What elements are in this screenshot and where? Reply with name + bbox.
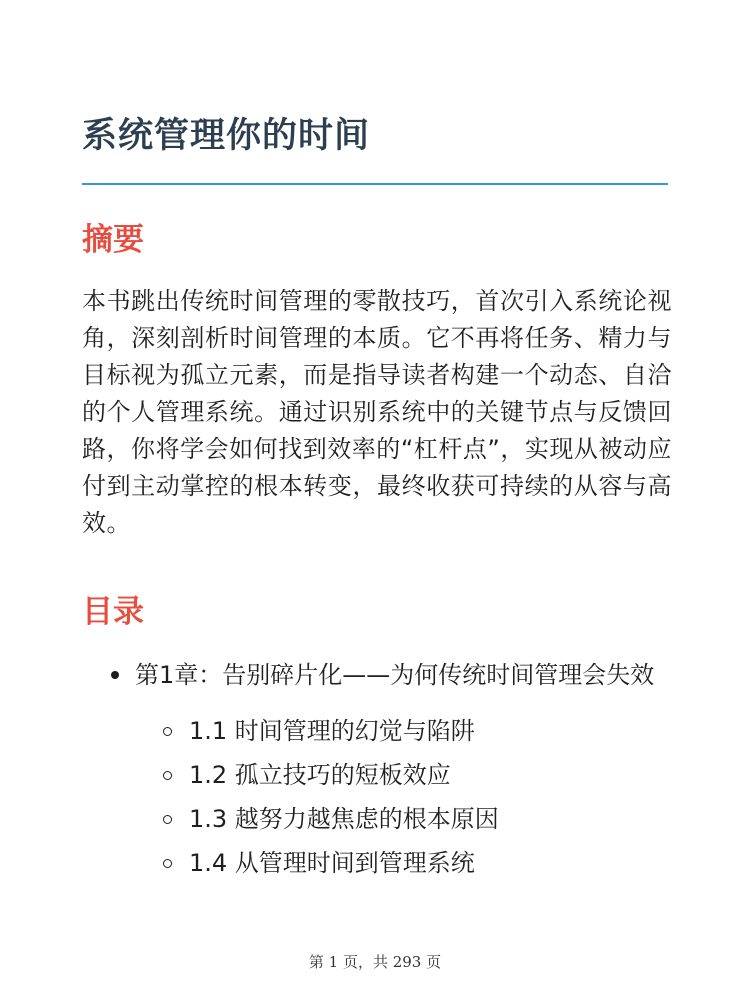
- title-divider: [82, 183, 668, 185]
- toc-section-item[interactable]: [0, 841, 665, 885]
- toc-section-item[interactable]: [0, 753, 665, 797]
- bullet-circle-icon: [163, 815, 172, 824]
- toc-chapter-item[interactable]: [0, 657, 665, 885]
- abstract-body: 本书跳出传统时间管理的零散技巧，首次引入系统论视角，深刻剖析时间管理的本质。它不再将任务、精力与目标视为孤立元素，而是指导读者构建一个动态、自洽的个人管理系统。通过识别系统中的关键节点与反馈回路，你将学会如何找到效率的“杠杆点”，实现从被动应付到主动掌控的根本转变，最终收获可持续的从容与高效。: [82, 287, 672, 537]
- toc-list: [0, 657, 750, 885]
- toc-heading: 目录: [82, 594, 144, 630]
- document-title: 系统管理你的时间: [82, 116, 371, 156]
- toc-section-list: [135, 709, 665, 885]
- bullet-circle-icon: [163, 859, 172, 868]
- toc-section-label: 1.4 从管理时间到管理系统: [189, 849, 475, 877]
- toc-section-item[interactable]: [0, 709, 665, 753]
- toc-section-label: 1.2 孤立技巧的短板效应: [189, 761, 451, 789]
- bullet-circle-icon: [163, 727, 172, 736]
- page-number-footer: 第 1 页，共 293 页: [308, 953, 442, 971]
- bullet-circle-icon: [163, 771, 172, 780]
- toc-section-label: 1.3 越努力越焦虑的根本原因: [189, 805, 499, 833]
- toc-section-label: 1.1 时间管理的幻觉与陷阱: [189, 717, 475, 745]
- bullet-disc-icon: [111, 671, 119, 679]
- toc-section-item[interactable]: [0, 797, 665, 841]
- toc-chapter-label: 第1章：告别碎片化——为何传统时间管理会失效: [135, 661, 655, 689]
- abstract-heading: 摘要: [82, 222, 144, 258]
